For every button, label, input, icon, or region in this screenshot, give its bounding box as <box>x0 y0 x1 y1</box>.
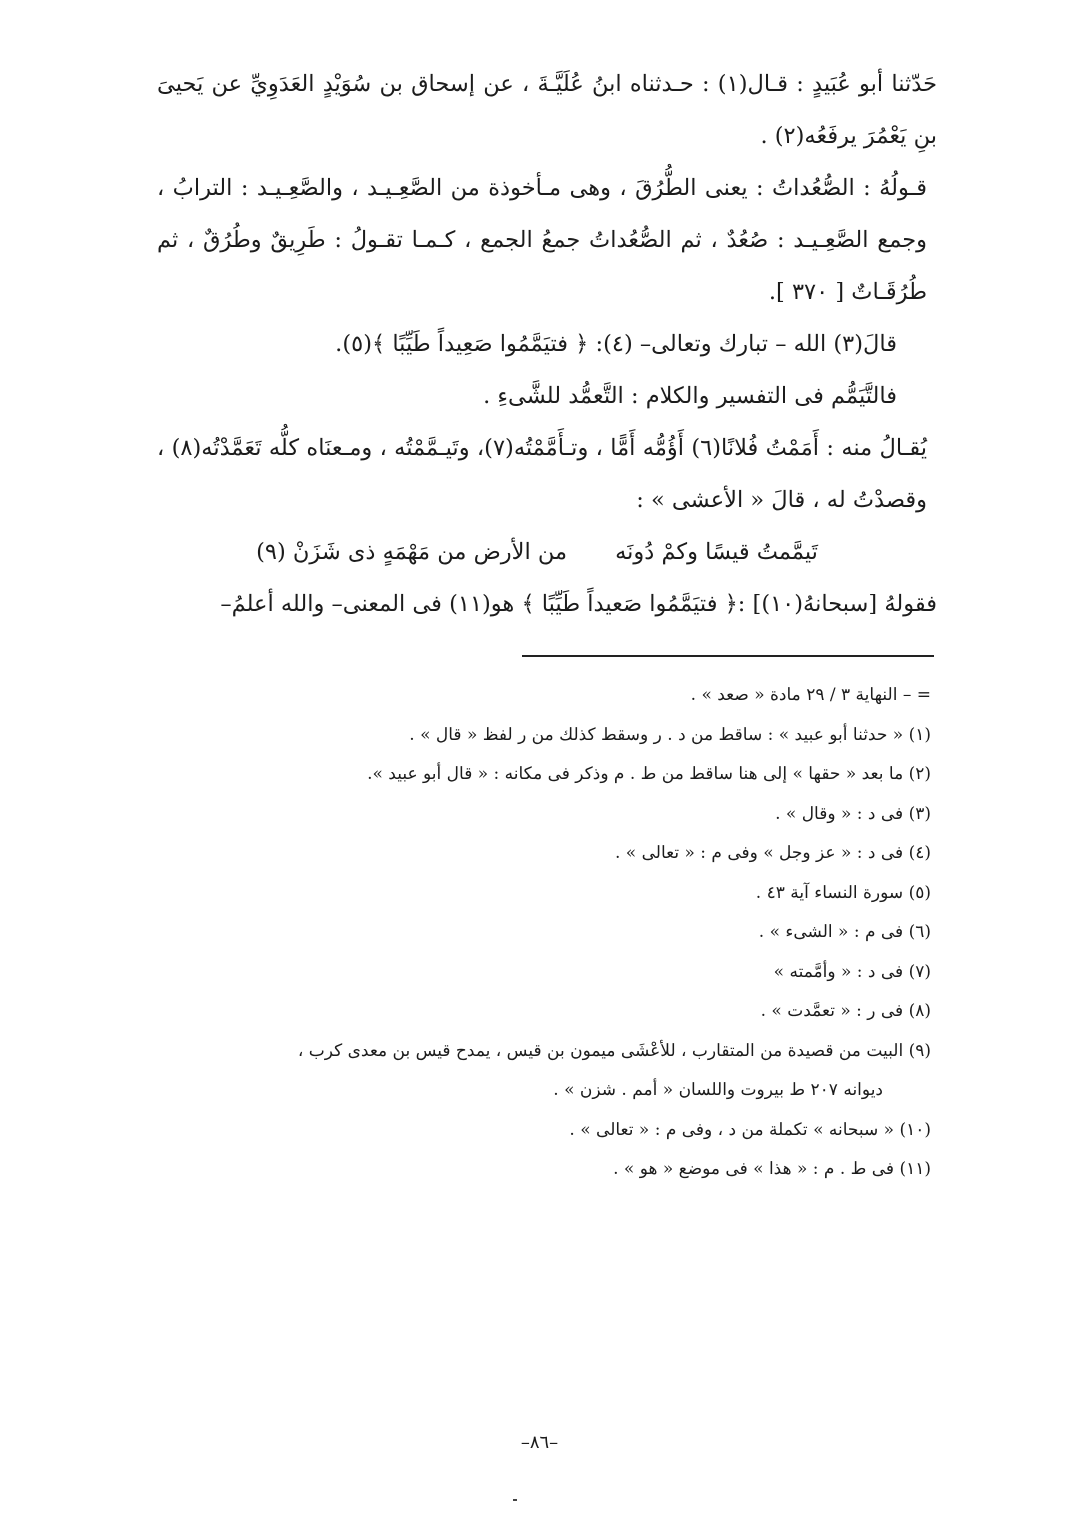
footnote-4: (٤) فى د : « عز وجل » وفى م : « تعالى » . <box>614 843 931 863</box>
footnote-5: (٥) سورة النساء آية ٤٣ . <box>755 882 931 903</box>
main-text <box>157 58 937 630</box>
paragraph-isnad: حَدّثنا أبو عُبَيدٍ : قـال(١) : حـدثناه ابنُ عُلَيَّـةَ ، عن إسحاق بن سُوَيْدٍ العَدَوِيِّ عن يَحيىَ بنِ يَعْمُرَ يرفَعُه(٢) . <box>157 71 937 149</box>
footnotes <box>161 676 931 1190</box>
footnote-9: (٩) البيت من قصيدة من المتقارب ، للأعْشَى ميمون بن قيس ، يمدح قيس بن معدى كرب ، <box>297 1040 931 1061</box>
footnote-2: (٢) ما بعد « حقها » إلى هنا ساقط من ط . م وذكر فى مكانه : « قال أبو عبيد ». <box>367 764 931 784</box>
footnote-6: (٦) فى م : « الشىء » . <box>758 922 931 942</box>
footnote-1: (١) « حدثنا أبو عبيد » : ساقط من د . ر وسقط كذلك من ر لفظ « قال » . <box>409 724 931 745</box>
paragraph-suudat: قـولُهُ : الصُّعُداتُ : يعنى الطُّرُقَ ، وهى مـأخوذة من الصَّعِـيـد ، والصَّعِـيـد : الترابُ ، وجمع الصَّعِـيـد : صُعُدٌ ، ثم الصُّعُداتُ جمعُ الجمع ، كـمـا تقـولُ : طَرِيقٌ وطُرُقٌ ، ثم طُرُقَـاتٌ [ ٣٧٠ ]. <box>157 175 927 305</box>
footnote-3: (٣) فى د : « وقال » . <box>775 803 931 824</box>
footnote-11: (١١) فى ط . م : « هذا » فى موضع « هو » . <box>613 1159 931 1179</box>
footnote-separator <box>522 655 934 657</box>
footnote-7: (٧) فى د : « وأمَّمته » <box>773 961 931 982</box>
page-number: –٨٦– <box>520 1432 559 1453</box>
paragraph-quran-verse: قالَ(٣) الله – تبارك وتعالى– (٤): ﴿ فتيَمَّمُوا صَعِيداً طَيِّبًا ﴾(٥). <box>335 331 897 357</box>
footnote-continuation: = – النهاية ٣ / ٢٩ مادة « صعد » . <box>690 685 931 705</box>
verse-first-hemistich: تَيمَّمتُ قيسًا وكمْ دُونَه <box>615 539 818 565</box>
poetry-verse <box>157 526 937 578</box>
paragraph-last-line: فقولهُ [سبحانهُ(١٠)] :﴿ فتيَمَّمُوا صَعيداً طَيِّبًا ﴾ هو(١١) فى المعنى– والله أعلمُ– <box>220 591 937 617</box>
footnote-10: (١٠) « سبحانه » تكملة من د ، وفى م : « تعالى » . <box>569 1119 931 1140</box>
paragraph-tayammum: فالتَّيَمُّم فى التفسير والكلام : التَّعمُّد للشَّىءِ . <box>483 383 897 409</box>
footnote-9-continued: ديوانه ٢٠٧ ط بيروت واللسان « أمم . شزن » . <box>553 1080 883 1100</box>
footnote-8: (٨) فى ر : « تعمَّدت » . <box>760 1001 931 1021</box>
scan-speck <box>513 1499 517 1501</box>
verse-second-hemistich: من الأرض من مَهْمَهٍ ذى شَزَنْ (٩) <box>256 539 568 565</box>
paragraph-amamtu: يُقـالُ منه : أَمَمْتُ فُلانًا(٦) أَؤُمُّه أَمًّا ، وتـأَمَّمْتُه(٧)، وتَيـمَّمْتُه ، ومـعنَاه كلُّه تَعَمَّدْتُه(٨) ، وقصدْتُ له ، قالَ « الأعشى » : <box>157 435 928 513</box>
